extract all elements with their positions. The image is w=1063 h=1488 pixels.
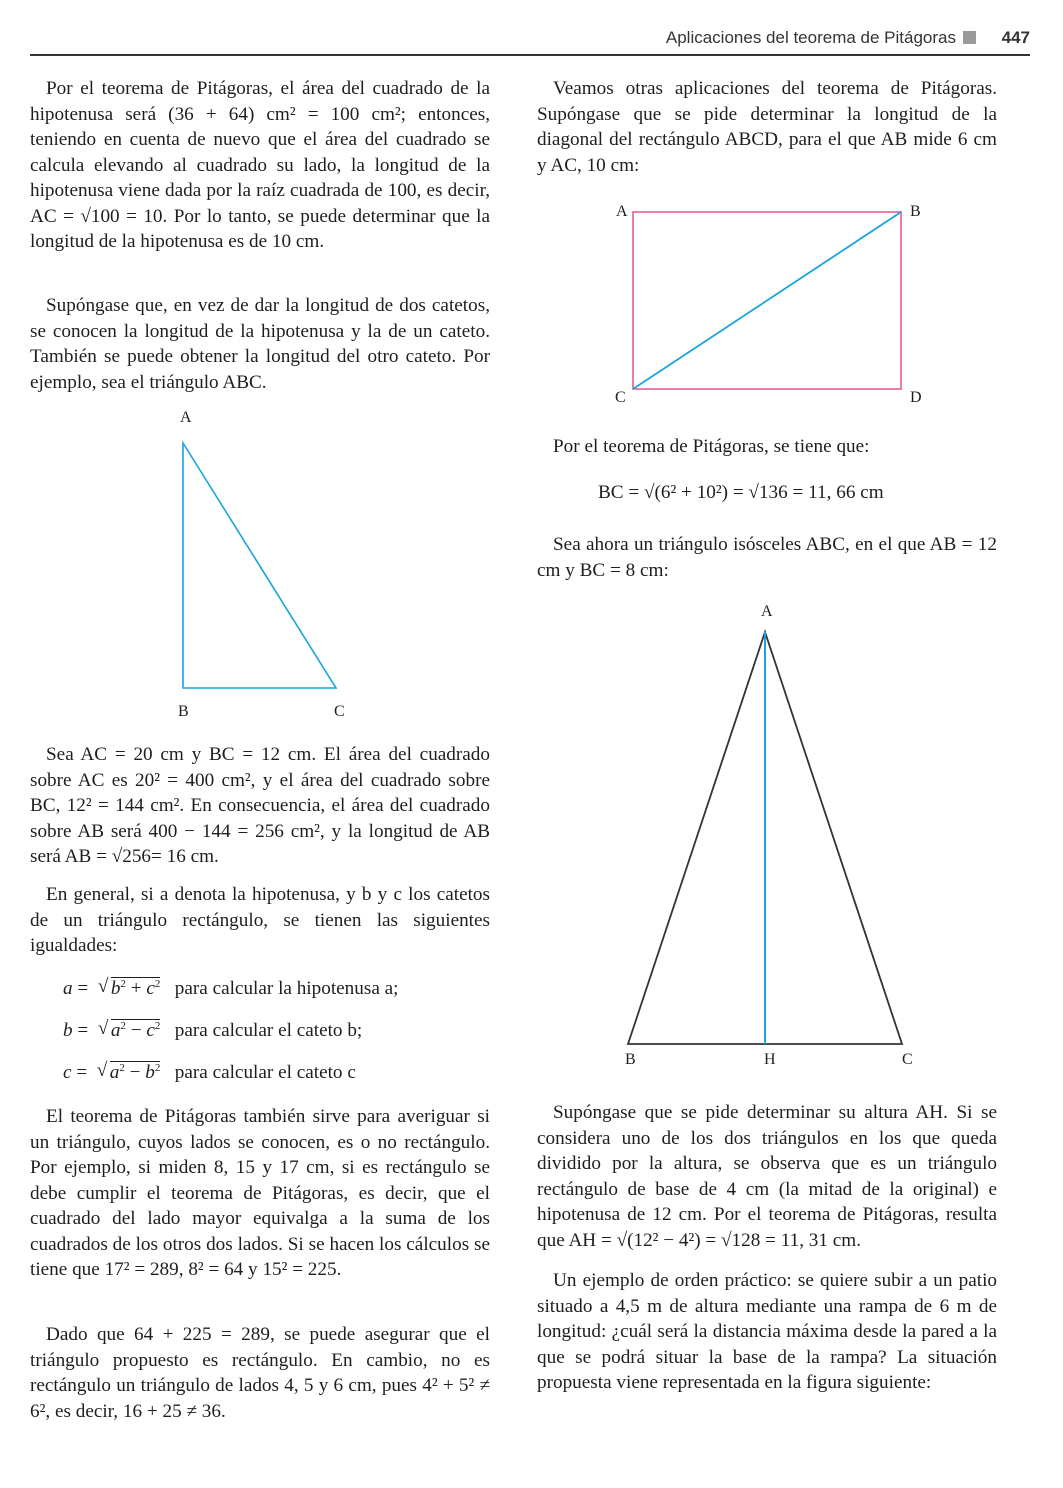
- rectangle-figure: [620, 200, 920, 400]
- fig3-label-c: C: [902, 1051, 913, 1068]
- left-paragraph-4: En general, si a denota la hipotenusa, y b y c los catetos de un triángulo rectángulo, se tienen las siguientes igualdades:: [30, 884, 490, 956]
- fig1-label-a: A: [180, 409, 192, 426]
- formula-hypotenuse: a = √ $b^2 + c^2$ para calcular la hipotenusa a;: [63, 978, 399, 1000]
- page-number: 447: [1001, 28, 1030, 47]
- left-paragraph-3: Sea AC = 20 cm y BC = 12 cm. El área del cuadrado sobre AC es 20² = 400 cm², y el área del cuadrado sobre BC, 12² = 144 cm². En consecuencia, el área del cuadrado sobre AB será 400 − 144 = 256 cm², y la longitud de AB será AB = √256= 16 cm.: [30, 744, 490, 867]
- fig3-label-h: H: [764, 1051, 776, 1068]
- fig1-label-c: C: [334, 703, 345, 720]
- fig2-label-a: A: [616, 203, 628, 220]
- fig2-label-d: D: [910, 389, 922, 406]
- fig2-label-b: B: [910, 203, 921, 220]
- left-paragraph-6: Dado que 64 + 225 = 289, se puede asegurar que el triángulo propuesto es rectángulo. En cambio, no es rectángulo un triángulo de lados 4, 5 y 6 cm, pues 4² + 5² ≠ 6², es decir, 16 + 25 ≠ 36.: [30, 1324, 490, 1422]
- running-title: Aplicaciones del teorema de Pitágoras: [665, 28, 956, 47]
- right-paragraph-5: Un ejemplo de orden práctico: se quiere subir a un patio situado a 4,5 m de altura mediante una rampa de 6 m de longitud: ¿cuál será la distancia máxima desde la pared a la que se podrá situar la base de la rampa? La situación propuesta viene representada en la figura siguiente:: [537, 1270, 997, 1393]
- fig3-label-a: A: [761, 603, 773, 620]
- fig3-label-b: B: [625, 1051, 636, 1068]
- right-paragraph-3: Sea ahora un triángulo isósceles ABC, en el que AB = 12 cm y BC = 8 cm:: [537, 534, 997, 581]
- left-paragraph-1: Por el teorema de Pitágoras, el área del cuadrado de la hipotenusa será (36 + 64) cm² = 100 cm²; entonces, teniendo en cuenta de nuevo que el área del cuadrado se calcula elevando al cuadrado su lado, la longitud de la hipotenusa viene dada por la raíz cuadrada de 100, es decir, AC = √100 = 10. Por lo tanto, se puede determinar que la longitud de la hipotenusa es de 10 cm.: [30, 78, 490, 252]
- fig2-label-c: C: [615, 389, 626, 406]
- fig1-label-b: B: [178, 703, 189, 720]
- rectangle-diagonal: [633, 212, 901, 389]
- left-paragraph-5: El teorema de Pitágoras también sirve para averiguar si un triángulo, cuyos lados se conocen, es o no rectángulo. Por ejemplo, si miden 8, 15 y 17 cm, si es rectángulo se debe cumplir el teorema de Pitágoras, es decir, que el cuadrado del lado mayor equivalga a la suma de los cuadrados de los otros dos lados. Si se hacen los cálculos se tiene que 17² = 289, 8² = 64 y 15² = 225.: [30, 1106, 490, 1280]
- left-paragraph-2: Supóngase que, en vez de dar la longitud de dos catetos, se conocen la longitud de la hipotenusa y la de un cateto. También se puede obtener la longitud del otro cateto. Por ejemplo, sea el triángulo ABC.: [30, 295, 490, 393]
- formula-cateto-b: b = √ $a^2 - c^2$ para calcular el cateto b;: [63, 1020, 362, 1042]
- right-triangle-shape: [183, 443, 336, 688]
- right-paragraph-2: Por el teorema de Pitágoras, se tiene que:: [553, 436, 870, 457]
- isosceles-triangle-figure: [620, 620, 920, 1050]
- formula-cateto-c: c = √ $a^2 - b^2$ para calcular el cateto c: [63, 1062, 356, 1084]
- right-paragraph-4: Supóngase que se pide determinar su altura AH. Si se considera uno de los dos triángulos en los que queda dividido por la altura, se observa que es un triángulo rectángulo de base de 4 cm (la mitad de la original) e hipotenusa de 12 cm. Por el teorema de Pitágoras, resulta que AH = √(12² − 4²) = √128 = 11, 31 cm.: [537, 1102, 997, 1251]
- right-triangle-figure: [170, 408, 370, 728]
- page-header: [30, 28, 1030, 56]
- header-square-icon: [963, 31, 976, 44]
- formula-bc: BC = √(6² + 10²) = √136 = 11, 66 cm: [598, 482, 884, 503]
- right-paragraph-1: Veamos otras aplicaciones del teorema de Pitágoras. Supóngase que se pide determinar la longitud de la diagonal del rectángulo ABCD, para el que AB mide 6 cm y AC, 10 cm:: [537, 78, 997, 176]
